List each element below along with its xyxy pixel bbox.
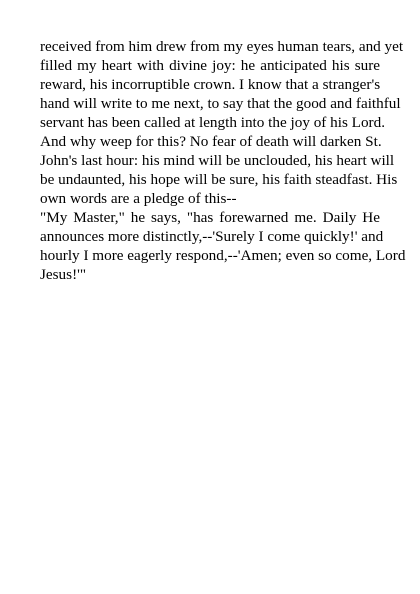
text-line: hand will write to me next, to say that the good and faithful <box>40 95 401 112</box>
text-line: announces more distinctly,--'Surely I come quickly!' and <box>40 228 384 245</box>
text-line: John's last hour: his mind will be unclouded, his heart will <box>40 152 395 169</box>
text-line: hourly I more eagerly respond,--'Amen; even so come, Lord <box>40 247 406 264</box>
paragraph <box>40 208 406 284</box>
text-line: reward, his incorruptible crown. I know that a stranger's <box>40 76 381 93</box>
text-line: Jesus!'" <box>40 266 87 283</box>
body-text <box>40 37 406 284</box>
text-line: be undaunted, his hope will be sure, his faith steadfast. His <box>40 171 398 188</box>
text-line: received from him drew from my eyes human tears, and yet <box>40 38 404 55</box>
text-line: And why weep for this? No fear of death will darken St. <box>40 133 382 150</box>
text-line: "My Master," he says, "has forewarned me. Daily He <box>40 209 380 226</box>
text-line: own words are a pledge of this-- <box>40 190 237 207</box>
text-line: servant has been called at length into the joy of his Lord. <box>40 114 385 131</box>
paragraph <box>40 37 404 208</box>
text-line: filled my heart with divine joy: he anticipated his sure <box>40 57 380 74</box>
